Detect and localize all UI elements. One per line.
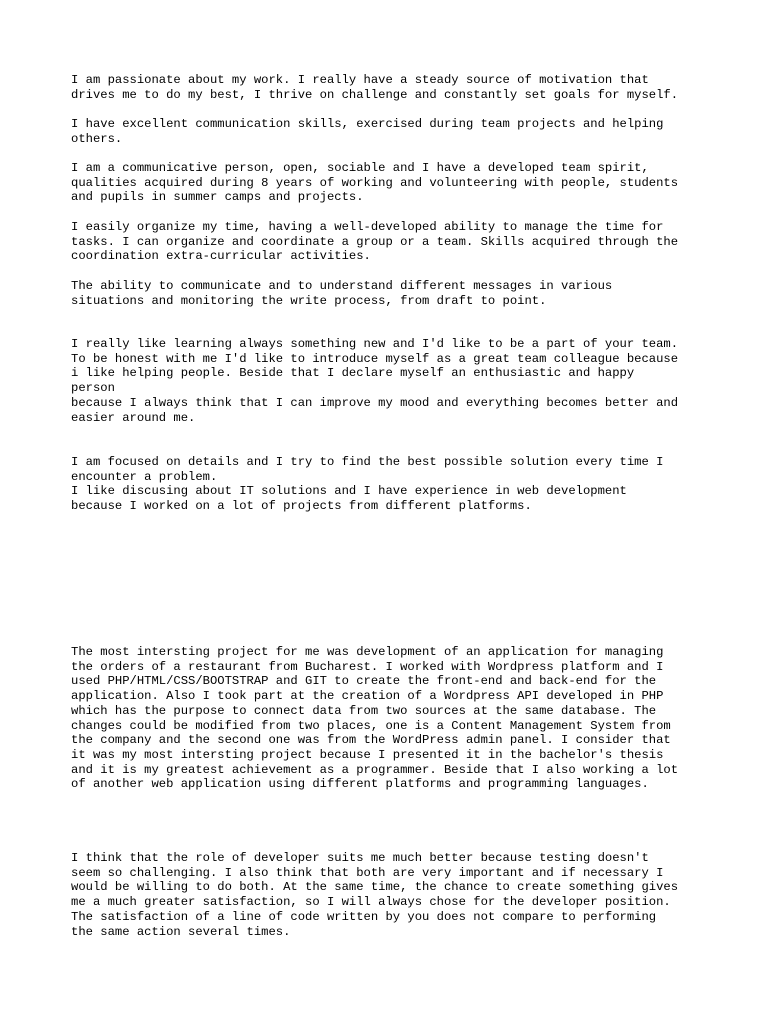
paragraph-communication-ability: The ability to communicate and to understand different messages in various situations and monitoring the write process, from draft to point. — [71, 279, 613, 308]
paragraph-team-spirit: I am a communicative person, open, sociable and I have a developed team spirit, qualities acquired during 8 years of working and volunteering with people, students and pupils in summer camps and projects. — [71, 161, 679, 205]
paragraph-communication-skills: I have excellent communication skills, exercised during team projects and helping others. — [71, 117, 664, 146]
paragraph-motivation: I am passionate about my work. I really have a steady source of motivation that drives me to do my best, I thrive on challenge and constantly set goals for myself. — [71, 73, 679, 102]
paragraph-learning-team: I really like learning always something new and I'd like to be a part of your team. To be honest with me I'd like to introduce myself as a great team colleague because i like helping people. Beside that I declare myself an enthusiastic and happy person because I always think that I can improve my mood and everything becomes better and easier around me. — [71, 337, 679, 425]
paragraph-interesting-project: The most intersting project for me was development of an application for managing the orders of a restaurant from Bucharest. I worked with Wordpress platform and I used PHP/HTML/CSS/BOOTSTRAP and GIT to create the front-end and back-end for the application. Also I took part at the creation of a Wordpress API developed in PHP which has the purpose to connect data from two sources at the same database. The changes could be modified from two places, one is a Content Management System from the company and the second one was from the WordPress admin panel. I consider that it was my most intersting project because I presented it in the bachelor's thesis and it is my greatest achievement as a programmer. Beside that I also working a lot of another web application using different platforms and programming languages. — [71, 645, 679, 792]
paragraph-details-it: I am focused on details and I try to find the best possible solution every time I encounter a problem. I like discusing about IT solutions and I have experience in web development because I worked on a lot of projects from different platforms. — [71, 455, 664, 514]
paragraph-developer-role: I think that the role of developer suits me much better because testing doesn't seem so challenging. I also think that both are very important and if necessary I would be willing to do both. At the same time, the chance to create something gives me a much greater satisfaction, so I will always chose for the developer position. The satisfaction of a line of code written by you does not compare to performing the same action several times. — [71, 851, 679, 939]
paragraph-time-organization: I easily organize my time, having a well-developed ability to manage the time for tasks. I can organize and coordinate a group or a team. Skills acquired through the coordination extra-curricular activities. — [71, 220, 679, 264]
